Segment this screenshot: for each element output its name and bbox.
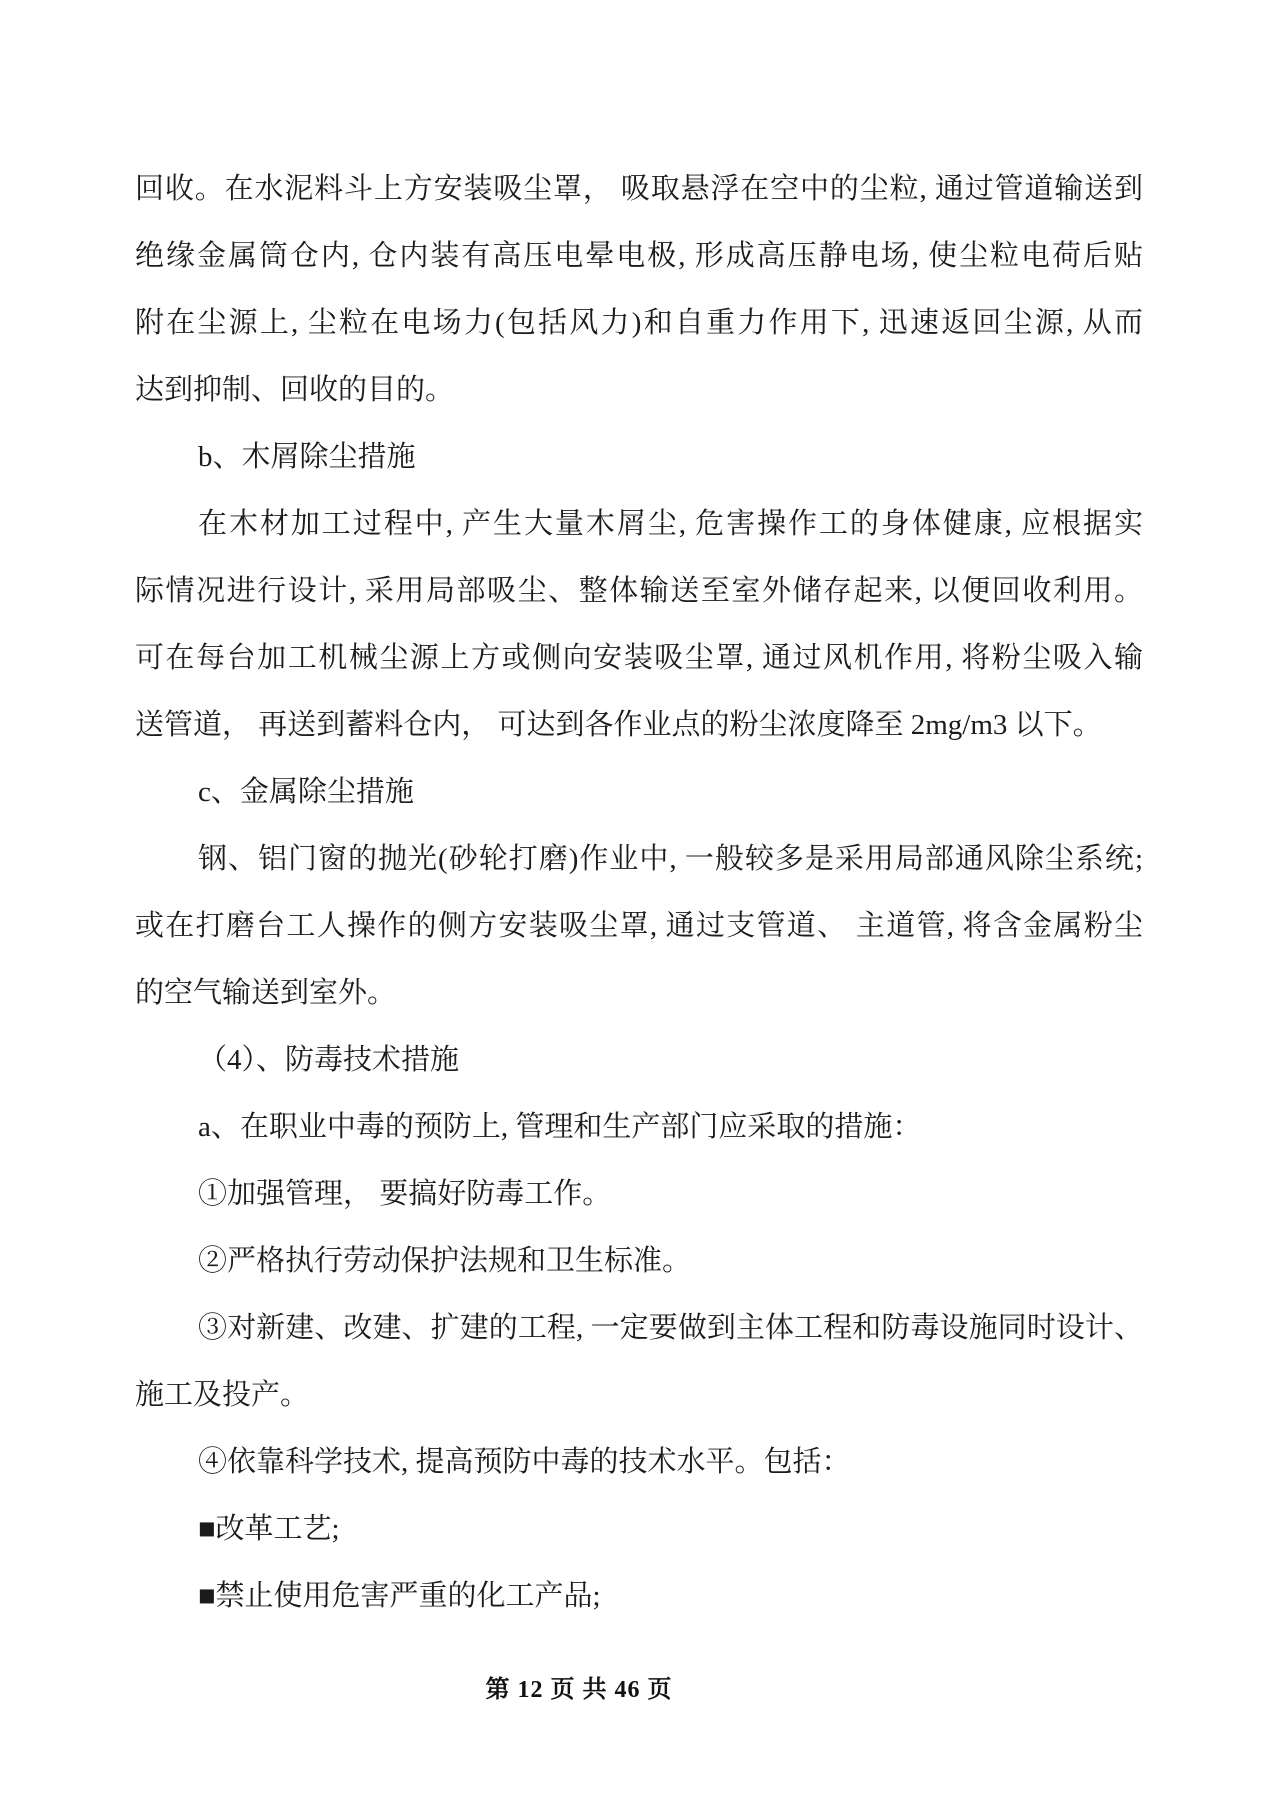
page-footer: 第 12 页 共 46 页 — [485, 1677, 673, 1703]
text-line-list-item: ④依靠科学技术, 提高预防中毒的技术水平。包括： — [198, 1446, 851, 1478]
text-line: 施工及投产。 — [135, 1379, 310, 1411]
text-line: 际情况进行设计, 采用局部吸尘、整体输送至室外储存起来, 以便回收利用。 — [135, 575, 1143, 607]
text-line: 回收。在水泥料斗上方安装吸尘罩， 吸取悬浮在空中的尘粒, 通过管道输送到 — [135, 173, 1143, 205]
text-line: 钢、铝门窗的抛光(砂轮打磨)作业中, 一般较多是采用局部通风除尘系统; — [198, 843, 1143, 875]
text-line: 或在打磨台工人操作的侧方安装吸尘罩, 通过支管道、 主道管, 将含金属粉尘 — [135, 910, 1143, 942]
text-line-list-item: ①加强管理， 要搞好防毒工作。 — [198, 1178, 612, 1210]
text-line-bullet: ■改革工艺; — [198, 1513, 340, 1545]
text-line: 在木材加工过程中, 产生大量木屑尘, 危害操作工的身体健康, 应根据实 — [198, 508, 1143, 540]
text-line: 送管道， 再送到蓄料仓内， 可达到各作业点的粉尘浓度降至 2mg/m3 以下。 — [135, 709, 1102, 741]
text-line-list-item: ②严格执行劳动保护法规和卫生标准。 — [198, 1245, 692, 1277]
text-line: 达到抑制、回收的目的。 — [135, 374, 455, 406]
text-line: 绝缘金属筒仓内, 仓内装有高压电晕电极, 形成高压静电场, 使尘粒电荷后贴 — [135, 240, 1143, 272]
text-line-list-item: ③对新建、改建、扩建的工程, 一定要做到主体工程和防毒设施同时设计、 — [198, 1312, 1143, 1344]
text-line-heading: b、木屑除尘措施 — [198, 441, 416, 473]
document-body — [135, 156, 1143, 1630]
text-line: 的空气输送到室外。 — [135, 977, 397, 1009]
text-line-bullet: ■禁止使用危害严重的化工产品; — [198, 1580, 601, 1612]
text-line-heading: c、金属除尘措施 — [198, 776, 414, 808]
text-line: 附在尘源上, 尘粒在电场力(包括风力)和自重力作用下, 迅速返回尘源, 从而 — [135, 307, 1143, 339]
text-line-heading: （4）、防毒技术措施 — [198, 1044, 460, 1076]
text-line: 可在每台加工机械尘源上方或侧向安装吸尘罩, 通过风机作用, 将粉尘吸入输 — [135, 642, 1143, 674]
text-line: a、在职业中毒的预防上, 管理和生产部门应采取的措施： — [198, 1111, 922, 1143]
